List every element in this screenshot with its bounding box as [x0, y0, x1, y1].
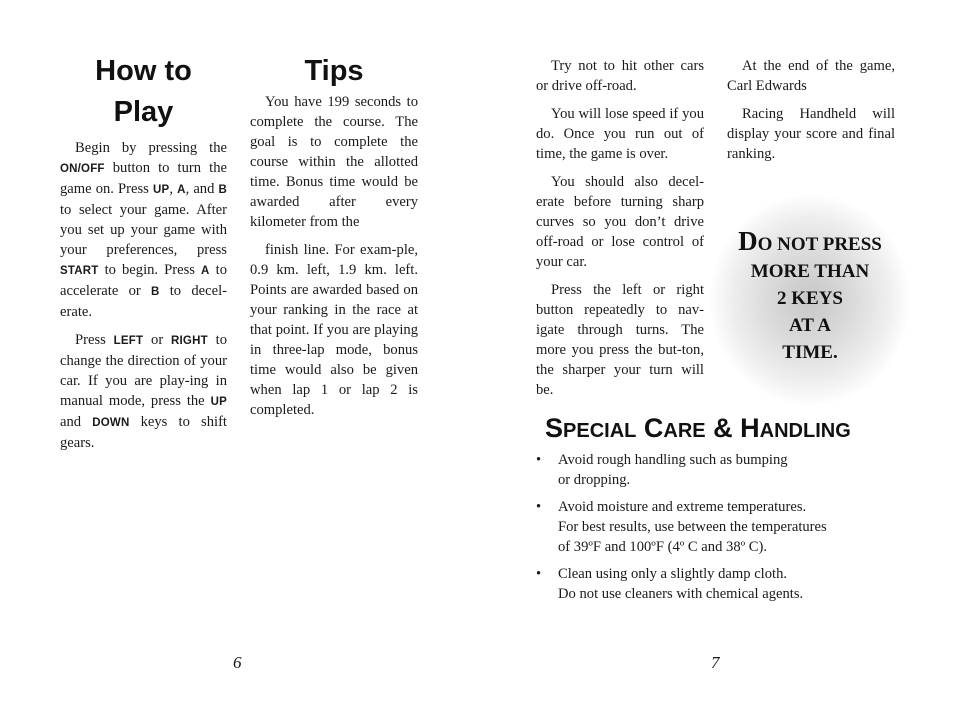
right-paragraph-2: You will lose speed if you do. Once you run out of time, the game is over.: [536, 106, 704, 162]
care-list: [536, 450, 896, 611]
bullet: •: [536, 566, 542, 582]
heading-line-1: How to: [95, 55, 192, 87]
text: and: [60, 414, 93, 430]
list-line: of 39ºF and 100ºF (4º C and 38º C).: [558, 539, 768, 555]
page-number-left: 6: [233, 653, 242, 672]
how-to-paragraph-2: [60, 330, 227, 453]
how-to-paragraph-1: [60, 138, 227, 322]
bullet: •: [536, 452, 542, 468]
page-number-right: 7: [711, 653, 720, 672]
key-a: A: [201, 265, 210, 277]
right-paragraph-1: Try not to hit other cars or drive off-road.: [536, 58, 704, 94]
bullet: •: [536, 499, 542, 515]
heading-rest: PECIAL: [563, 420, 637, 442]
text: to accelerate or: [60, 262, 227, 299]
text: or: [143, 332, 172, 348]
right-paragraph-4: Press the left or right button repeatedly to nav-igate through turns. The more you press the but-ton, the sharper your turn will be.: [536, 282, 704, 398]
text: keys to shift gears.: [60, 414, 227, 451]
list-line: or dropping.: [558, 472, 631, 488]
tips-paragraph-2: finish line. For exam-ple, 0.9 km. left, 1.9 km. left. Points are awarded based on your ranking in the race at that point. If you are playing in three-lap mode, bonus time would also be given when lap 1 or lap 2 is completed.: [250, 242, 418, 418]
heading-rest: ANDLING: [759, 420, 851, 442]
warning-line-5: TIME.: [782, 342, 838, 363]
list-line: For best results, use between the temperatures: [558, 519, 827, 535]
list-line: Avoid rough handling such as bumping: [558, 452, 788, 468]
key-up: UP: [210, 396, 227, 408]
heading-cap: H: [740, 413, 760, 443]
warning-line-2: MORE THAN: [750, 261, 870, 282]
heading-line-2: Play: [113, 96, 174, 128]
key-press-warning: [727, 228, 893, 366]
text: to select your game. After you set up your game with your preferences, press: [60, 202, 227, 258]
warning-line-3: 2 KEYS: [777, 288, 843, 309]
text: to begin. Press: [98, 262, 202, 278]
warning-line-4: AT A: [788, 315, 832, 336]
text: Begin by pressing the: [75, 140, 227, 156]
special-care-heading: [545, 410, 851, 449]
key-a: A: [177, 184, 186, 196]
how-to-play-heading: [60, 51, 227, 133]
key-b: B: [218, 184, 228, 196]
text: to change the direction of your car. If you are play-ing in manual mode, press the: [60, 332, 227, 409]
warning-initial: D: [738, 226, 758, 256]
right-paragraph-3: You should also decel-erate before turning sharp curves so you don’t drive off-road or lose control of your car.: [536, 174, 704, 270]
heading-cap: S: [545, 413, 564, 443]
list-line: Clean using only a slightly damp cloth.: [558, 566, 788, 582]
text: ,: [169, 181, 178, 197]
how-to-play-column: [60, 51, 227, 461]
key-up: UP: [152, 184, 170, 196]
list-line: Avoid moisture and extreme temperatures.: [558, 499, 807, 515]
list-line: Do not use cleaners with chemical agents.: [558, 586, 804, 602]
heading-ampersand: &: [713, 413, 733, 443]
text: Press: [75, 332, 114, 348]
tips-paragraph-1: You have 199 seconds to complete the course. The goal is to complete the course within the allotted time. Bonus time would be awarded after every kilometer from the: [250, 94, 418, 230]
key-start: START: [60, 265, 99, 277]
text: to decel-erate.: [60, 283, 228, 320]
text: button to turn the game on. Press: [60, 160, 227, 197]
warning-line-1: O NOT PRESS: [757, 234, 882, 255]
key-onoff: ON/OFF: [60, 163, 105, 175]
tips-column: [250, 51, 418, 428]
list-item: [536, 450, 896, 490]
heading-cap: C: [643, 413, 664, 443]
heading-rest: ARE: [663, 420, 706, 442]
tips-heading: Tips: [304, 55, 364, 87]
score-paragraph-1: At the end of the game, Carl Edwards: [727, 58, 895, 94]
key-b: B: [150, 286, 160, 298]
key-left: LEFT: [113, 335, 144, 347]
list-item: [536, 564, 896, 604]
list-item: [536, 497, 896, 557]
score-paragraph-2: Racing Handheld will display your score and final ranking.: [727, 106, 895, 162]
text: , and: [185, 181, 219, 197]
key-right: RIGHT: [171, 335, 208, 347]
key-down: DOWN: [92, 417, 130, 429]
score-column: [727, 56, 895, 172]
gameplay-tips-column: [536, 56, 704, 408]
